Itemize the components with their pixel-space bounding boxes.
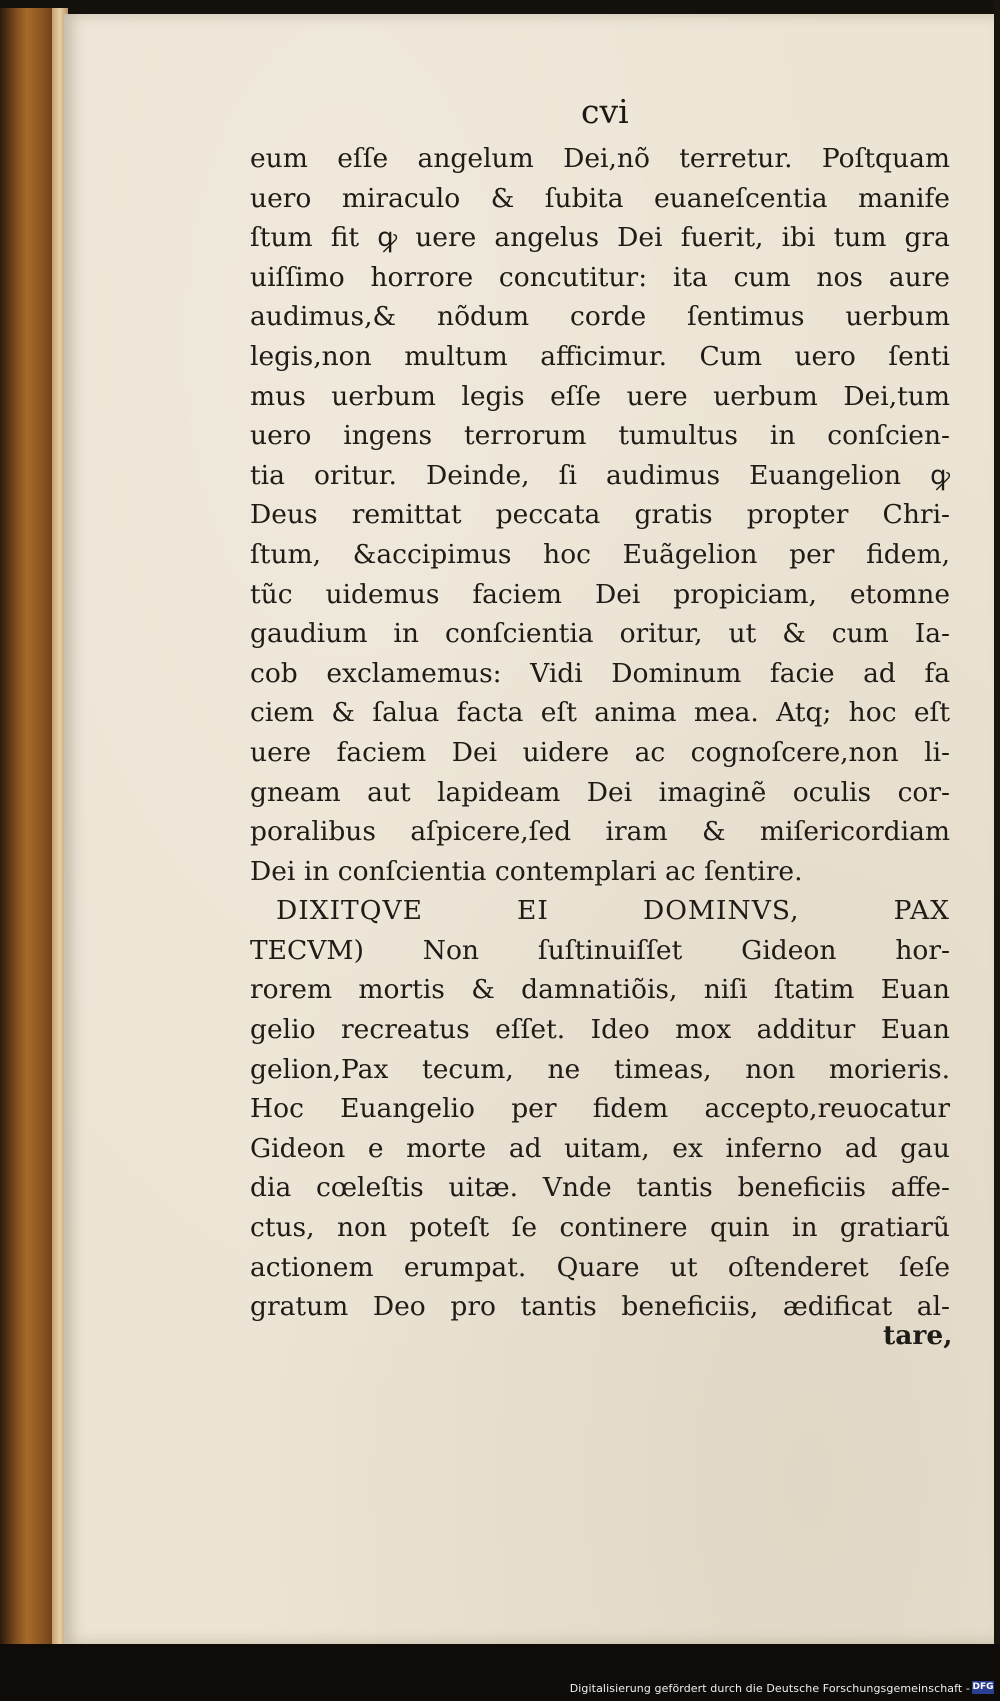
- section-heading-line: DIXITQVE EI DOMINVS, PAX: [276, 895, 950, 927]
- folio-number: cvi: [581, 92, 629, 131]
- text-line: uero ingens terrorum tumultus in conſcien-: [250, 420, 950, 452]
- text-line: legis,non multum afficimur. Cum uero ſenti: [250, 340, 950, 372]
- text-line: gneam aut lapideam Dei imaginẽ oculis cor-: [250, 776, 950, 808]
- text-line: cob exclamemus: Vidi Dominum facie ad fa: [250, 657, 950, 689]
- text-line: eum eſſe angelum Dei,nõ terretur. Poſtquam: [250, 143, 950, 174]
- scan-background-right: [994, 0, 1000, 1660]
- book-spine: [0, 8, 60, 1648]
- text-line: tia oritur. Deinde, ſi audimus Euangelion ꝙ: [250, 459, 950, 491]
- text-line: gelion,Pax tecum, ne timeas, non morieris.: [250, 1053, 950, 1085]
- text-line: actionem erumpat. Quare ut oſtenderet ſeſe: [250, 1251, 950, 1283]
- text-line: Hoc Euangelio per fidem accepto,reuocatur: [250, 1093, 950, 1125]
- text-line: audimus,& nõdum corde ſentimus uerbum: [250, 301, 950, 333]
- text-line: poralibus aſpicere,ſed iram & miſericordiam: [250, 816, 950, 848]
- text-line: Gideon e morte ad uitam, ex inferno ad gau: [250, 1132, 950, 1164]
- text-line: mus uerbum legis eſſe uere uerbum Dei,tum: [250, 380, 950, 412]
- text-line: Deus remittat peccata gratis propter Chri-: [250, 499, 950, 531]
- text-line: tũc uidemus faciem Dei propiciam, etomne: [250, 578, 950, 610]
- text-line: gaudium in conſcientia oritur, ut & cum Ia-: [250, 618, 950, 650]
- text-line: ſtum fit ꝙ uere angelus Dei fuerit, ibi tum gra: [250, 222, 950, 254]
- text-line: dia cœleſtis uitæ. Vnde tantis beneficiis affe-: [250, 1172, 950, 1204]
- text-line: uero miraculo & ſubita euaneſcentia manife: [250, 182, 950, 214]
- text-line: ciem & ſalua facta eſt anima mea. Atq; hoc eſt: [250, 697, 950, 729]
- text-line: uere faciem Dei uidere ac cognoſcere,non li-: [250, 736, 950, 768]
- text-line: rorem mortis & damnatiõis, niſi ſtatim Euan: [250, 974, 950, 1006]
- text-line: uiſſimo horrore concutitur: ita cum nos aure: [250, 261, 950, 293]
- text-line: TECVM) Non ſuſtinuiſſet Gideon hor-: [250, 934, 950, 966]
- text-line: gratum Deo pro tantis beneficiis, ædificat al-: [250, 1291, 950, 1323]
- text-line: gelio recreatus eſſet. Ideo mox additur Euan: [250, 1014, 950, 1046]
- text-line: Dei in conſcientia contemplari ac ſentire.: [250, 855, 803, 887]
- catchword: tare,: [883, 1320, 953, 1351]
- digitization-credit: Digitalisierung gefördert durch die Deutsche Forschungsgemeinschaft -: [569, 1682, 970, 1695]
- dfg-logo: DFG: [972, 1682, 994, 1692]
- body-text: [250, 139, 950, 1327]
- text-line: ſtum, &accipimus hoc Euãgelion per fidem,: [250, 538, 950, 570]
- text-line: ctus, non poteſt ſe continere quin in gratiarũ: [250, 1212, 950, 1244]
